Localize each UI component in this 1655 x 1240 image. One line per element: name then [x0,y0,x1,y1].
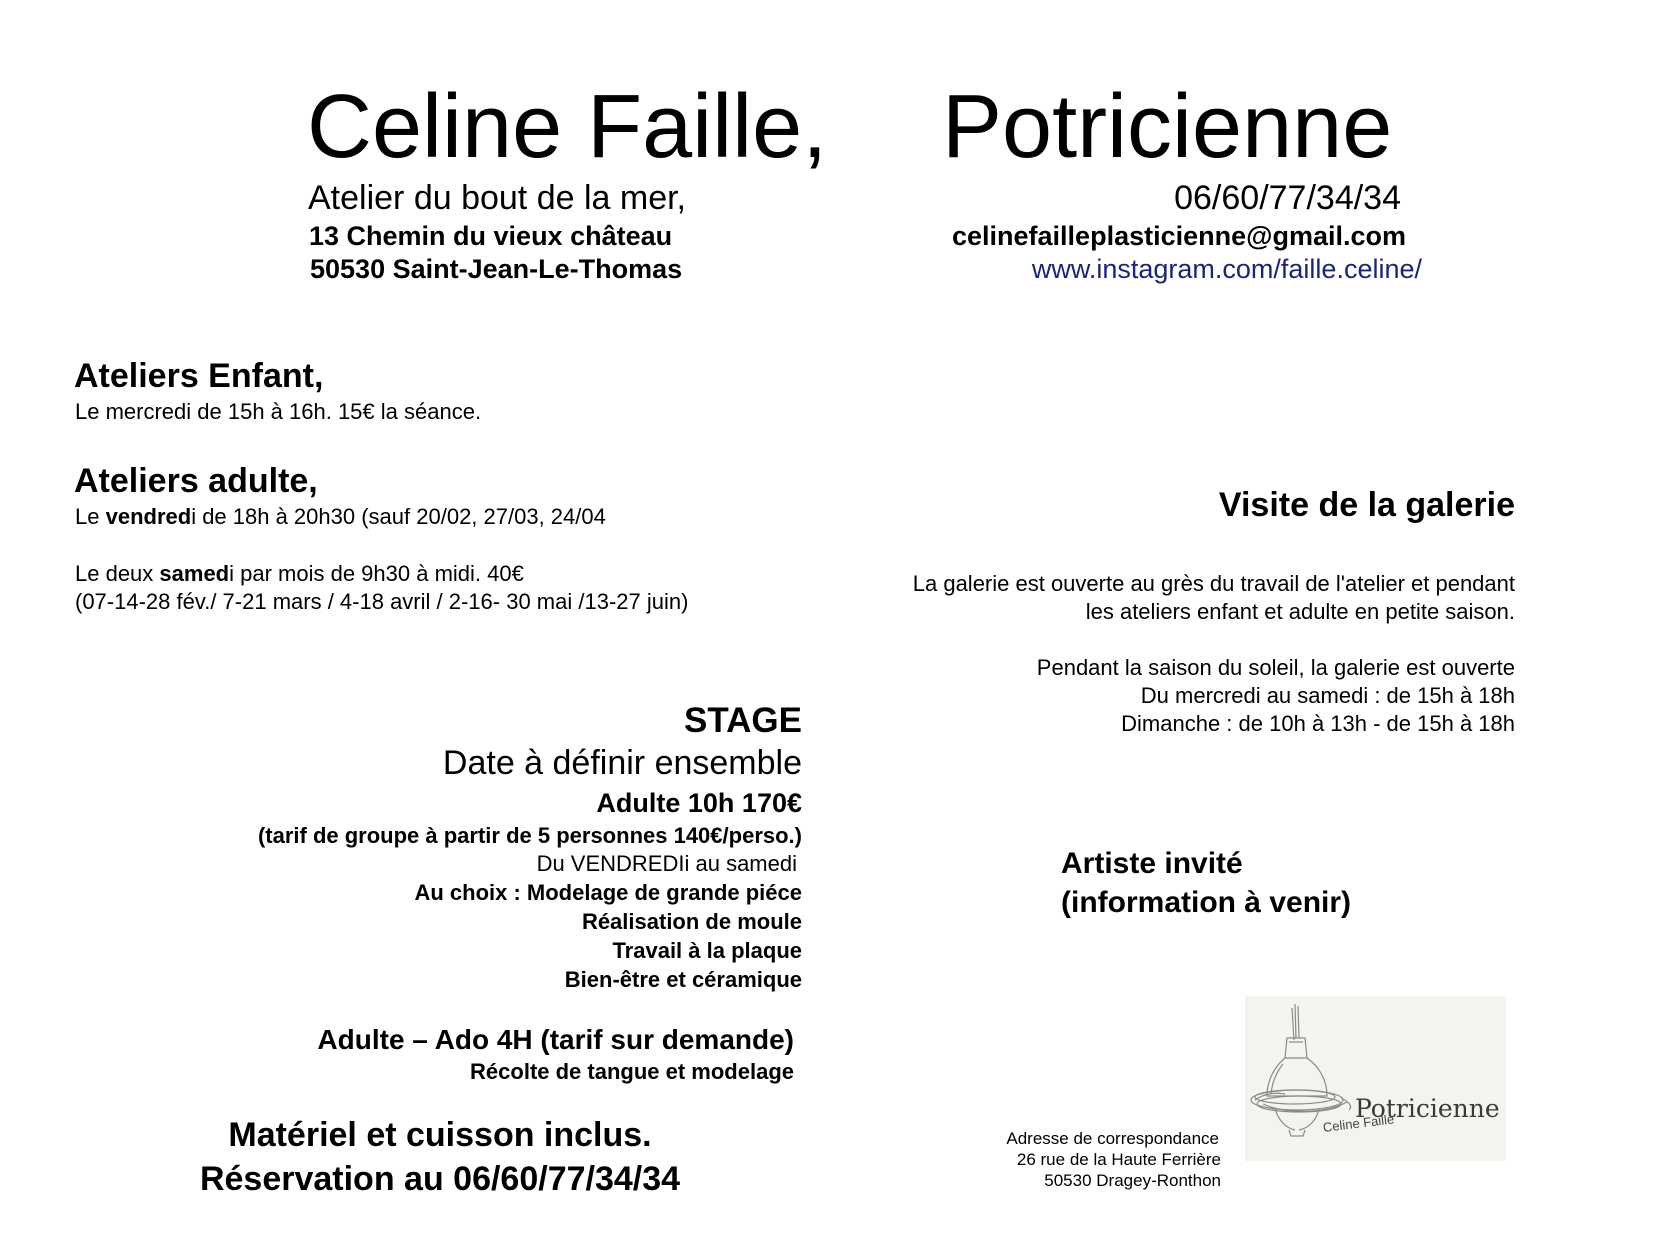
galerie-heading: Visite de la galerie [1218,486,1515,524]
galerie-paragraph-1-line-1: La galerie est ouverte au grès du travail de l'atelier et pendant [912,571,1515,596]
friday-prefix: Le [75,504,106,529]
atelier-name: Atelier du bout de la mer, [308,179,687,217]
ateliers-enfant-heading: Ateliers Enfant, [74,357,324,395]
correspondence-city: 50530 Dragey-Ronthon [1044,1171,1221,1190]
ateliers-adulte-saturday [75,560,524,588]
saturday-prefix: Le deux [75,561,160,586]
correspondence-street: 26 rue de la Haute Ferrière [1016,1150,1221,1169]
stage-option-plaque: Travail à la plaque [612,938,802,963]
page-title: Potricienne [942,77,1393,177]
stage-option-modelage: Au choix : Modelage de grande piéce [414,880,802,905]
potricienne-logo [1245,996,1506,1161]
guest-artist-info: (information à venir) [1061,886,1352,919]
friday-suffix: i de 18h à 20h30 (sauf 20/02, 27/03, 24/04 [191,504,606,529]
correspondence-label: Adresse de correspondance [1006,1129,1219,1148]
reservation-note: Réservation au 06/60/77/34/34 [199,1160,681,1198]
address-line-1: 13 Chemin du vieux château [309,221,673,251]
ateliers-adulte-dates: (07-14-28 fév./ 7-21 mars / 4-18 avril / 2-16- 30 mai /13-27 juin) [75,589,689,614]
stage-heading: STAGE [684,701,802,740]
ateliers-adulte-friday [75,503,606,531]
stage-adult-price: Adulte 10h 170€ [596,788,802,818]
stage-days: Du VENDREDIi au samedi [536,851,797,876]
galerie-hours-sunday: Dimanche : de 10h à 13h - de 15h à 18h [1121,711,1515,736]
email-address: celinefailleplasticienne@gmail.com [952,221,1406,251]
galerie-hours-weekdays: Du mercredi au samedi : de 15h à 18h [1140,683,1515,708]
stage-option-moule: Réalisation de moule [581,909,802,934]
friday-bold: vendred [105,504,192,529]
logo-signature: Celine Faille [1322,1111,1395,1135]
ado-stage-heading: Adulte – Ado 4H (tarif sur demande) [317,1024,794,1055]
saturday-bold: samed [159,561,230,586]
stage-date: Date à définir ensemble [442,744,802,782]
lamp-sketch-icon [1245,996,1506,1161]
ateliers-adulte-heading: Ateliers adulte, [74,462,318,500]
instagram-link[interactable]: www.instagram.com/faille.celine/ [1031,254,1422,284]
phone-number: 06/60/77/34/34 [1174,179,1401,217]
artist-name: Celine Faille, [307,77,828,177]
saturday-suffix: i par mois de 9h30 à midi. 40€ [229,561,524,586]
galerie-paragraph-2-line-1: Pendant la saison du soleil, la galerie est ouverte [1036,655,1515,680]
address-line-2: 50530 Saint-Jean-Le-Thomas [310,254,683,284]
materiel-included-note: Matériel et cuisson inclus. [228,1116,652,1154]
logo-wordmark: Potricienne [1355,1094,1500,1123]
stage-option-bienetre: Bien-être et céramique [564,967,802,992]
guest-artist-heading: Artiste invité [1061,847,1243,880]
ateliers-enfant-schedule: Le mercredi de 15h à 16h. 15€ la séance. [75,399,482,424]
ado-stage-description: Récolte de tangue et modelage [470,1059,794,1084]
galerie-paragraph-1-line-2: les ateliers enfant et adulte en petite saison. [1085,599,1515,624]
stage-group-price: (tarif de groupe à partir de 5 personnes 140€/perso.) [257,823,802,848]
